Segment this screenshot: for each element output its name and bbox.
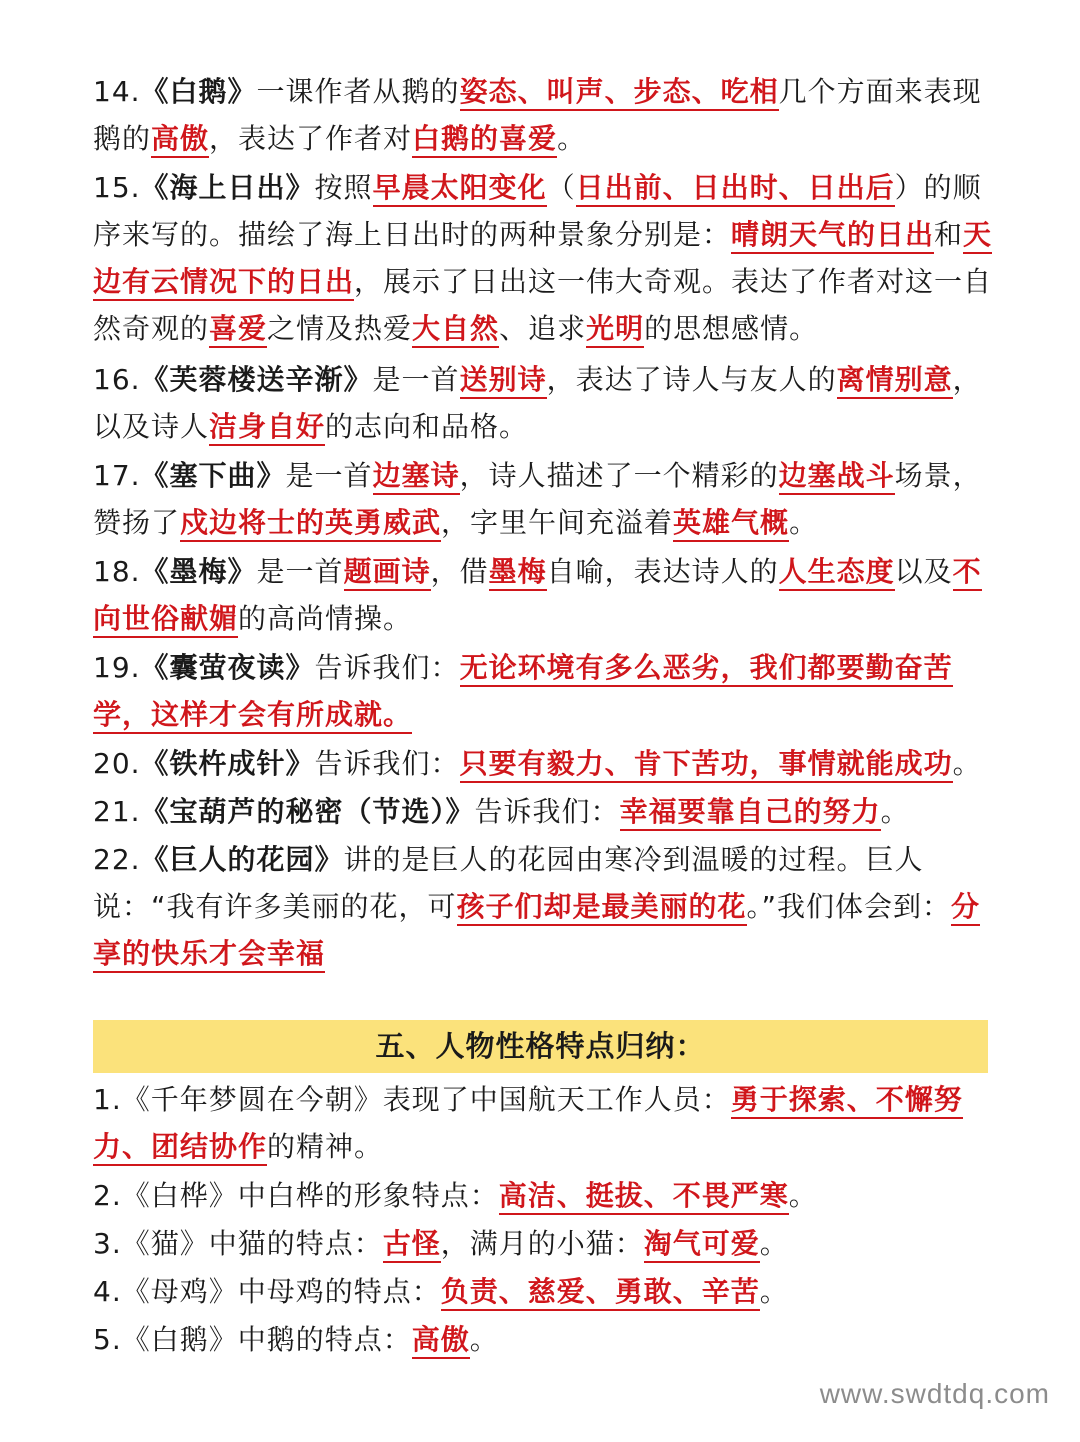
answer-text: 孩子们却是最美丽的花 <box>457 890 747 926</box>
list-item <box>93 1220 993 1267</box>
item-number: 2. <box>93 1179 122 1212</box>
answer-text: 高傲 <box>412 1323 470 1359</box>
body-text: 。 <box>557 122 587 155</box>
body-text: 。 <box>788 1179 818 1212</box>
item-number: 1. <box>93 1083 122 1116</box>
body-text: 的志向和品格。 <box>325 410 529 443</box>
body-text: 。 <box>469 1323 499 1356</box>
list-item <box>93 1076 993 1170</box>
body-text: 的思想感情。 <box>644 312 819 345</box>
lesson-title: 《海上日出》 <box>140 171 315 204</box>
answer-text: 日出前、日出时、日出后 <box>576 171 895 207</box>
answer-text: 大自然 <box>412 312 499 348</box>
body-text: （ <box>546 171 576 204</box>
body-text: 告诉我们： <box>314 651 460 684</box>
answer-text: 负责、慈爱、勇敢、辛苦 <box>441 1275 760 1311</box>
answer-text: 幸福要靠自己的努力 <box>620 795 881 831</box>
list-item <box>93 68 993 162</box>
lesson-title: 《墨梅》 <box>140 555 257 588</box>
body-text: 一课作者从鹅的 <box>256 75 460 108</box>
body-text: 告诉我们： <box>314 747 460 780</box>
item-number: 17. <box>93 459 141 492</box>
answer-text: 离情别意 <box>837 363 953 399</box>
body-text: 《白鹅》中鹅的特点： <box>121 1323 412 1356</box>
list-item <box>93 164 993 352</box>
answer-text: 天边有云情况下的日出 <box>93 218 992 301</box>
list-item <box>93 644 993 738</box>
answer-text: 边塞战斗 <box>779 459 895 495</box>
body-text: 《千年梦圆在今朝》表现了中国航天工作人员： <box>121 1083 731 1116</box>
body-text: 是一首 <box>372 363 460 396</box>
answer-text: 边塞诗 <box>373 459 460 495</box>
item-number: 14. <box>93 75 141 108</box>
answer-text: 只要有毅力、肯下苦功，事情就能成功 <box>460 747 953 783</box>
list-item <box>93 788 993 835</box>
answer-text: 喜爱 <box>209 312 267 348</box>
item-number: 15. <box>93 171 141 204</box>
body-text: 。”我们体会到： <box>746 890 952 923</box>
list-item <box>93 740 993 787</box>
section-heading-banner <box>93 1020 988 1073</box>
body-text: 以及 <box>894 555 953 588</box>
item-number: 19. <box>93 651 141 684</box>
body-text: 之情及热爱 <box>267 312 413 345</box>
answer-text: 高洁、挺拔、不畏严寒 <box>499 1179 789 1215</box>
body-text: ，展示了日出这一伟大奇观。表达了作者对这一自然奇观的 <box>93 265 993 345</box>
body-text: 是一首 <box>256 555 344 588</box>
body-text: ，表达了诗人与友人的 <box>546 363 837 396</box>
answer-text: 勇于探索、不懈努力、团结协作 <box>93 1083 963 1166</box>
answer-text: 淘气可爱 <box>644 1227 760 1263</box>
answer-text: 姿态、叫声、步态、吃相 <box>460 75 779 111</box>
body-text: 讲的是巨人的花园由寒冷到温暖的过程。巨人说：“我有许多美丽的花，可 <box>93 843 924 923</box>
body-text: ，表达了作者对 <box>209 122 413 155</box>
list-item <box>93 1172 993 1219</box>
answer-text: 早晨太阳变化 <box>373 171 547 207</box>
answer-text: 墨梅 <box>489 555 547 591</box>
body-text: ，满月的小猫： <box>440 1227 644 1260</box>
section-title: 五、人物性格特点归纳： <box>375 1029 706 1063</box>
answer-text: 分享的快乐才会幸福 <box>93 890 980 973</box>
answer-text: 光明 <box>586 312 644 348</box>
body-text: 《猫》中猫的特点： <box>121 1227 383 1260</box>
body-text: ，诗人描述了一个精彩的 <box>459 459 779 492</box>
body-text: 场景，赞扬了 <box>93 459 982 539</box>
body-text: 、追求 <box>499 312 587 345</box>
list-item <box>93 836 993 977</box>
answer-text: 人生态度 <box>779 555 895 591</box>
lesson-title: 《巨人的花园》 <box>140 843 344 876</box>
answer-text: 英雄气概 <box>673 506 789 542</box>
body-text: ）的顺序来写的。描绘了海上日出时的两种景象分别是： <box>93 171 982 251</box>
item-number: 5. <box>93 1323 122 1356</box>
body-text: 几个方面来表现鹅的 <box>93 75 982 155</box>
body-text: 。 <box>789 506 819 539</box>
body-text: 《母鸡》中母鸡的特点： <box>121 1275 441 1308</box>
body-text: 告诉我们： <box>474 795 620 828</box>
body-text: 。 <box>880 795 910 828</box>
body-text: 。 <box>952 747 982 780</box>
lesson-title: 《铁杵成针》 <box>140 747 315 780</box>
item-number: 16. <box>93 363 141 396</box>
list-item <box>93 548 993 642</box>
answer-text: 送别诗 <box>460 363 547 399</box>
answer-text: 洁身自好 <box>209 410 325 446</box>
body-text: 《白桦》中白桦的形象特点： <box>121 1179 499 1212</box>
list-item <box>93 356 993 450</box>
body-text: ，借 <box>430 555 489 588</box>
item-number: 20. <box>93 747 141 780</box>
lesson-title: 《芙蓉楼送辛渐》 <box>140 363 373 396</box>
body-text: ，以及诗人 <box>93 363 982 443</box>
body-text: 的高尚情操。 <box>238 602 413 635</box>
watermark: www.swdtdq.com <box>819 1378 1050 1409</box>
item-number: 4. <box>93 1275 122 1308</box>
lesson-title: 《塞下曲》 <box>140 459 286 492</box>
body-text: 。 <box>759 1275 789 1308</box>
answer-text: 不向世俗献媚 <box>93 555 982 638</box>
body-text: 。 <box>759 1227 789 1260</box>
body-text: 的精神。 <box>267 1130 384 1163</box>
answer-text: 晴朗天气的日出 <box>731 218 934 254</box>
lesson-title: 《囊萤夜读》 <box>140 651 315 684</box>
answer-text: 题画诗 <box>344 555 431 591</box>
list-item <box>93 1316 993 1363</box>
item-number: 21. <box>93 795 141 828</box>
list-item <box>93 452 993 546</box>
body-text: 和 <box>934 218 964 251</box>
body-text: 是一首 <box>285 459 373 492</box>
body-text: 自喻，表达诗人的 <box>546 555 779 588</box>
body-text: 按照 <box>314 171 373 204</box>
item-number: 18. <box>93 555 141 588</box>
answer-text: 古怪 <box>383 1227 441 1263</box>
list-item <box>93 1268 993 1315</box>
item-number: 22. <box>93 843 141 876</box>
answer-text: 无论环境有多么恶劣，我们都要勤奋苦学，这样才会有所成就。 <box>93 651 953 734</box>
item-number: 3. <box>93 1227 122 1260</box>
answer-text: 高傲 <box>151 122 209 158</box>
lesson-title: 《白鹅》 <box>140 75 257 108</box>
body-text: ，字里午间充溢着 <box>441 506 674 539</box>
answer-text: 白鹅的喜爱 <box>412 122 557 158</box>
answer-text: 戍边将士的英勇威武 <box>180 506 441 542</box>
lesson-title: 《宝葫芦的秘密（节选）》 <box>140 795 475 828</box>
